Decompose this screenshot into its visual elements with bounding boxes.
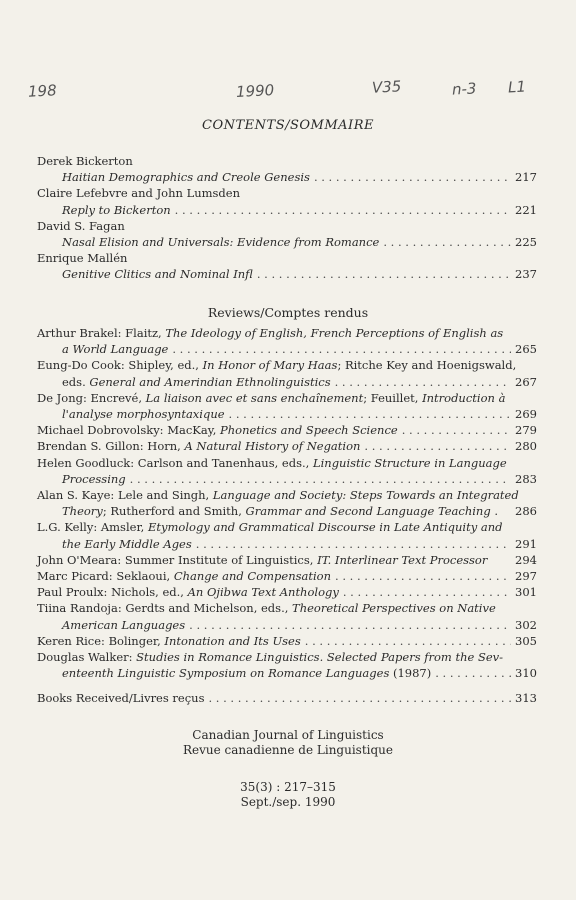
review-text: Douglas Walker: bbox=[37, 650, 137, 665]
review-text: Marc Picard: Seklaoui, bbox=[37, 569, 174, 584]
handwritten-note: 1990 bbox=[235, 81, 275, 101]
leader-dots bbox=[196, 536, 511, 552]
reviews-list bbox=[37, 325, 537, 681]
contents-author: Enrique Mallén bbox=[37, 251, 128, 266]
contents-author: Claire Lefebvre and John Lumsden bbox=[37, 186, 240, 201]
books-received-label: Books Received/Livres reçus bbox=[37, 691, 205, 705]
leader-dots bbox=[435, 665, 511, 681]
review-title: Grammar and Second Language Teaching bbox=[245, 504, 491, 519]
page-number: 297 bbox=[515, 569, 537, 584]
page-number: 301 bbox=[515, 585, 537, 600]
review-entry[interactable] bbox=[37, 471, 537, 487]
review-title: American Languages bbox=[62, 617, 186, 632]
contents-work: Reply to Bickerton bbox=[62, 202, 171, 217]
review-text: Brendan S. Gillon: Horn, bbox=[37, 439, 185, 454]
contents-work: Genitive Clitics and Nominal Infl bbox=[62, 267, 253, 282]
review-title: Change and Compensation bbox=[173, 569, 332, 584]
review-entry[interactable] bbox=[37, 536, 537, 552]
review-title: a World Language bbox=[62, 342, 169, 357]
contents-work: Haitian Demographics and Creole Genesis bbox=[62, 170, 310, 185]
review-title: The Ideology of English, French Perceptions of English as bbox=[165, 326, 504, 340]
leader-dots bbox=[402, 422, 511, 438]
page-number: 225 bbox=[515, 235, 537, 250]
handwritten-note: L1 bbox=[507, 77, 527, 97]
page-number: 265 bbox=[515, 342, 537, 357]
leader-dots bbox=[229, 406, 511, 422]
review-entry[interactable] bbox=[37, 568, 537, 584]
review-entry[interactable] bbox=[37, 374, 537, 390]
review-title: Introduction à bbox=[422, 390, 506, 405]
review-text: ; Ritche Key and Hoenigswald, bbox=[337, 358, 517, 373]
page-number: 286 bbox=[515, 504, 537, 519]
review-text: Tiina Randoja: Gerdts and Michelson, eds., bbox=[37, 601, 293, 616]
review-title: Theoretical Perspectives on Native bbox=[292, 601, 496, 616]
review-title: An Ojibwa Text Anthology bbox=[187, 585, 339, 600]
review-text: eds. bbox=[62, 374, 90, 389]
review-entry-line bbox=[37, 357, 537, 373]
review-entry-line bbox=[37, 390, 537, 406]
page-number: 221 bbox=[515, 202, 537, 217]
page-number: 310 bbox=[515, 666, 537, 681]
journal-footer bbox=[0, 728, 576, 810]
leader-dots bbox=[305, 633, 511, 649]
handwritten-notes bbox=[0, 78, 576, 108]
review-title: Etymology and Grammatical Discourse in Late Antiquity and bbox=[148, 520, 503, 535]
page-number: 313 bbox=[515, 691, 537, 705]
review-entry-line bbox=[37, 600, 537, 616]
page-number: 279 bbox=[515, 423, 537, 438]
review-entry-line bbox=[37, 649, 537, 665]
page-number: 267 bbox=[515, 374, 537, 389]
review-text: ; Feuillet, bbox=[363, 390, 423, 405]
contents-work: Nasal Elision and Universals: Evidence from Romance bbox=[62, 235, 380, 250]
review-entry[interactable] bbox=[37, 584, 537, 600]
review-title: Linguistic Structure in Language bbox=[312, 455, 507, 470]
review-title: Processing bbox=[62, 471, 126, 486]
review-text: Paul Proulx: Nichols, ed., bbox=[37, 585, 188, 600]
handwritten-note: V35 bbox=[371, 77, 402, 97]
leader-dots bbox=[314, 169, 511, 185]
contents-list bbox=[37, 153, 537, 283]
leader-dots bbox=[175, 202, 511, 218]
review-entry[interactable] bbox=[37, 341, 537, 357]
issue-date: Sept./sep. 1990 bbox=[240, 795, 336, 809]
issue-number: 35(3) : 217–315 bbox=[240, 780, 336, 794]
review-entry-line bbox=[37, 325, 537, 341]
page-number: 305 bbox=[515, 633, 537, 648]
contents-author: Derek Bickerton bbox=[37, 154, 133, 168]
review-title: In Honor of Mary Haas bbox=[202, 358, 338, 373]
review-entry[interactable] bbox=[37, 438, 537, 454]
page-title: CONTENTS/SOMMAIRE bbox=[202, 118, 374, 133]
leader-dots bbox=[335, 568, 511, 584]
leader-dots bbox=[130, 471, 511, 487]
page-number: 291 bbox=[515, 536, 537, 551]
contents-entry[interactable] bbox=[37, 234, 537, 250]
journal-name-en: Canadian Journal of Linguistics bbox=[192, 728, 384, 742]
leader-dots bbox=[364, 438, 511, 454]
review-text: John O'Meara: Summer Institute of Linguistics, bbox=[37, 552, 318, 567]
handwritten-note: n-3 bbox=[451, 79, 477, 99]
books-received-entry[interactable] bbox=[37, 690, 537, 706]
leader-dots bbox=[189, 617, 511, 633]
review-title: Theory bbox=[62, 504, 103, 519]
leader-dots bbox=[383, 234, 511, 250]
page-number: 294 bbox=[515, 552, 537, 567]
review-entry[interactable] bbox=[37, 617, 537, 633]
leader-dots bbox=[257, 266, 511, 282]
contents-entry[interactable] bbox=[37, 202, 537, 218]
review-title: enteenth Linguistic Symposium on Romance Languages bbox=[62, 666, 390, 681]
review-entry-line bbox=[37, 519, 537, 535]
review-title: IT. Interlinear Text Processor bbox=[317, 552, 488, 567]
review-title: the Early Middle Ages bbox=[62, 536, 192, 551]
page-number: 302 bbox=[515, 617, 537, 632]
leader-dots bbox=[335, 374, 511, 390]
review-entry-line bbox=[37, 455, 537, 471]
books-received bbox=[37, 690, 537, 706]
page-number: 269 bbox=[515, 407, 537, 422]
review-title: A Natural History of Negation bbox=[184, 439, 361, 454]
leader-dots bbox=[208, 690, 511, 706]
review-text: L.G. Kelly: Amsler, bbox=[37, 520, 148, 535]
review-text: . bbox=[490, 504, 499, 519]
contents-entry[interactable] bbox=[37, 169, 537, 185]
review-title: General and Amerindian Ethnolinguistics bbox=[89, 374, 331, 389]
page-number: 237 bbox=[515, 267, 537, 282]
leader-dots bbox=[343, 584, 511, 600]
review-title: Language and Society: Steps Towards an Integrated bbox=[212, 488, 519, 503]
review-title: Phonetics and Speech Science bbox=[220, 423, 398, 438]
review-text: Alan S. Kaye: Lele and Singh, bbox=[37, 488, 213, 503]
handwritten-note: 198 bbox=[27, 81, 58, 101]
leader-dots bbox=[172, 341, 511, 357]
review-entry[interactable] bbox=[37, 633, 537, 649]
review-text: ; Rutherford and Smith, bbox=[102, 504, 246, 519]
review-entry[interactable] bbox=[37, 406, 537, 422]
review-text: (1987) bbox=[389, 666, 432, 681]
review-entry-line bbox=[37, 487, 537, 503]
review-text: Keren Rice: Bolinger, bbox=[37, 633, 165, 648]
review-title: Intonation and Its Uses bbox=[164, 633, 301, 648]
reviews-heading: Reviews/Comptes rendus bbox=[207, 305, 369, 320]
journal-name-fr: Revue canadienne de Linguistique bbox=[182, 743, 394, 757]
review-text: De Jong: Encrevé, bbox=[37, 390, 146, 405]
review-entry[interactable] bbox=[37, 552, 537, 568]
review-title: Studies in Romance Linguistics. Selected Papers from the Sev- bbox=[136, 650, 504, 665]
review-entry[interactable] bbox=[37, 665, 537, 681]
page-number: 280 bbox=[515, 439, 537, 454]
review-title: l'analyse morphosyntaxique bbox=[62, 407, 225, 422]
review-text: Arthur Brakel: Flaitz, bbox=[37, 326, 166, 340]
review-text: Eung-Do Cook: Shipley, ed., bbox=[37, 358, 203, 373]
review-text: Helen Goodluck: Carlson and Tanenhaus, eds., bbox=[37, 455, 313, 470]
footer-spacer bbox=[0, 758, 576, 780]
page-number: 217 bbox=[515, 170, 537, 185]
contents-author: David S. Fagan bbox=[37, 218, 125, 233]
review-text: Michael Dobrovolsky: MacKay, bbox=[37, 423, 221, 438]
review-entry[interactable] bbox=[37, 503, 537, 519]
review-entry[interactable] bbox=[37, 422, 537, 438]
page-number: 283 bbox=[515, 471, 537, 486]
contents-entry[interactable] bbox=[37, 266, 537, 282]
review-title: La liaison avec et sans enchaînement bbox=[145, 390, 364, 405]
